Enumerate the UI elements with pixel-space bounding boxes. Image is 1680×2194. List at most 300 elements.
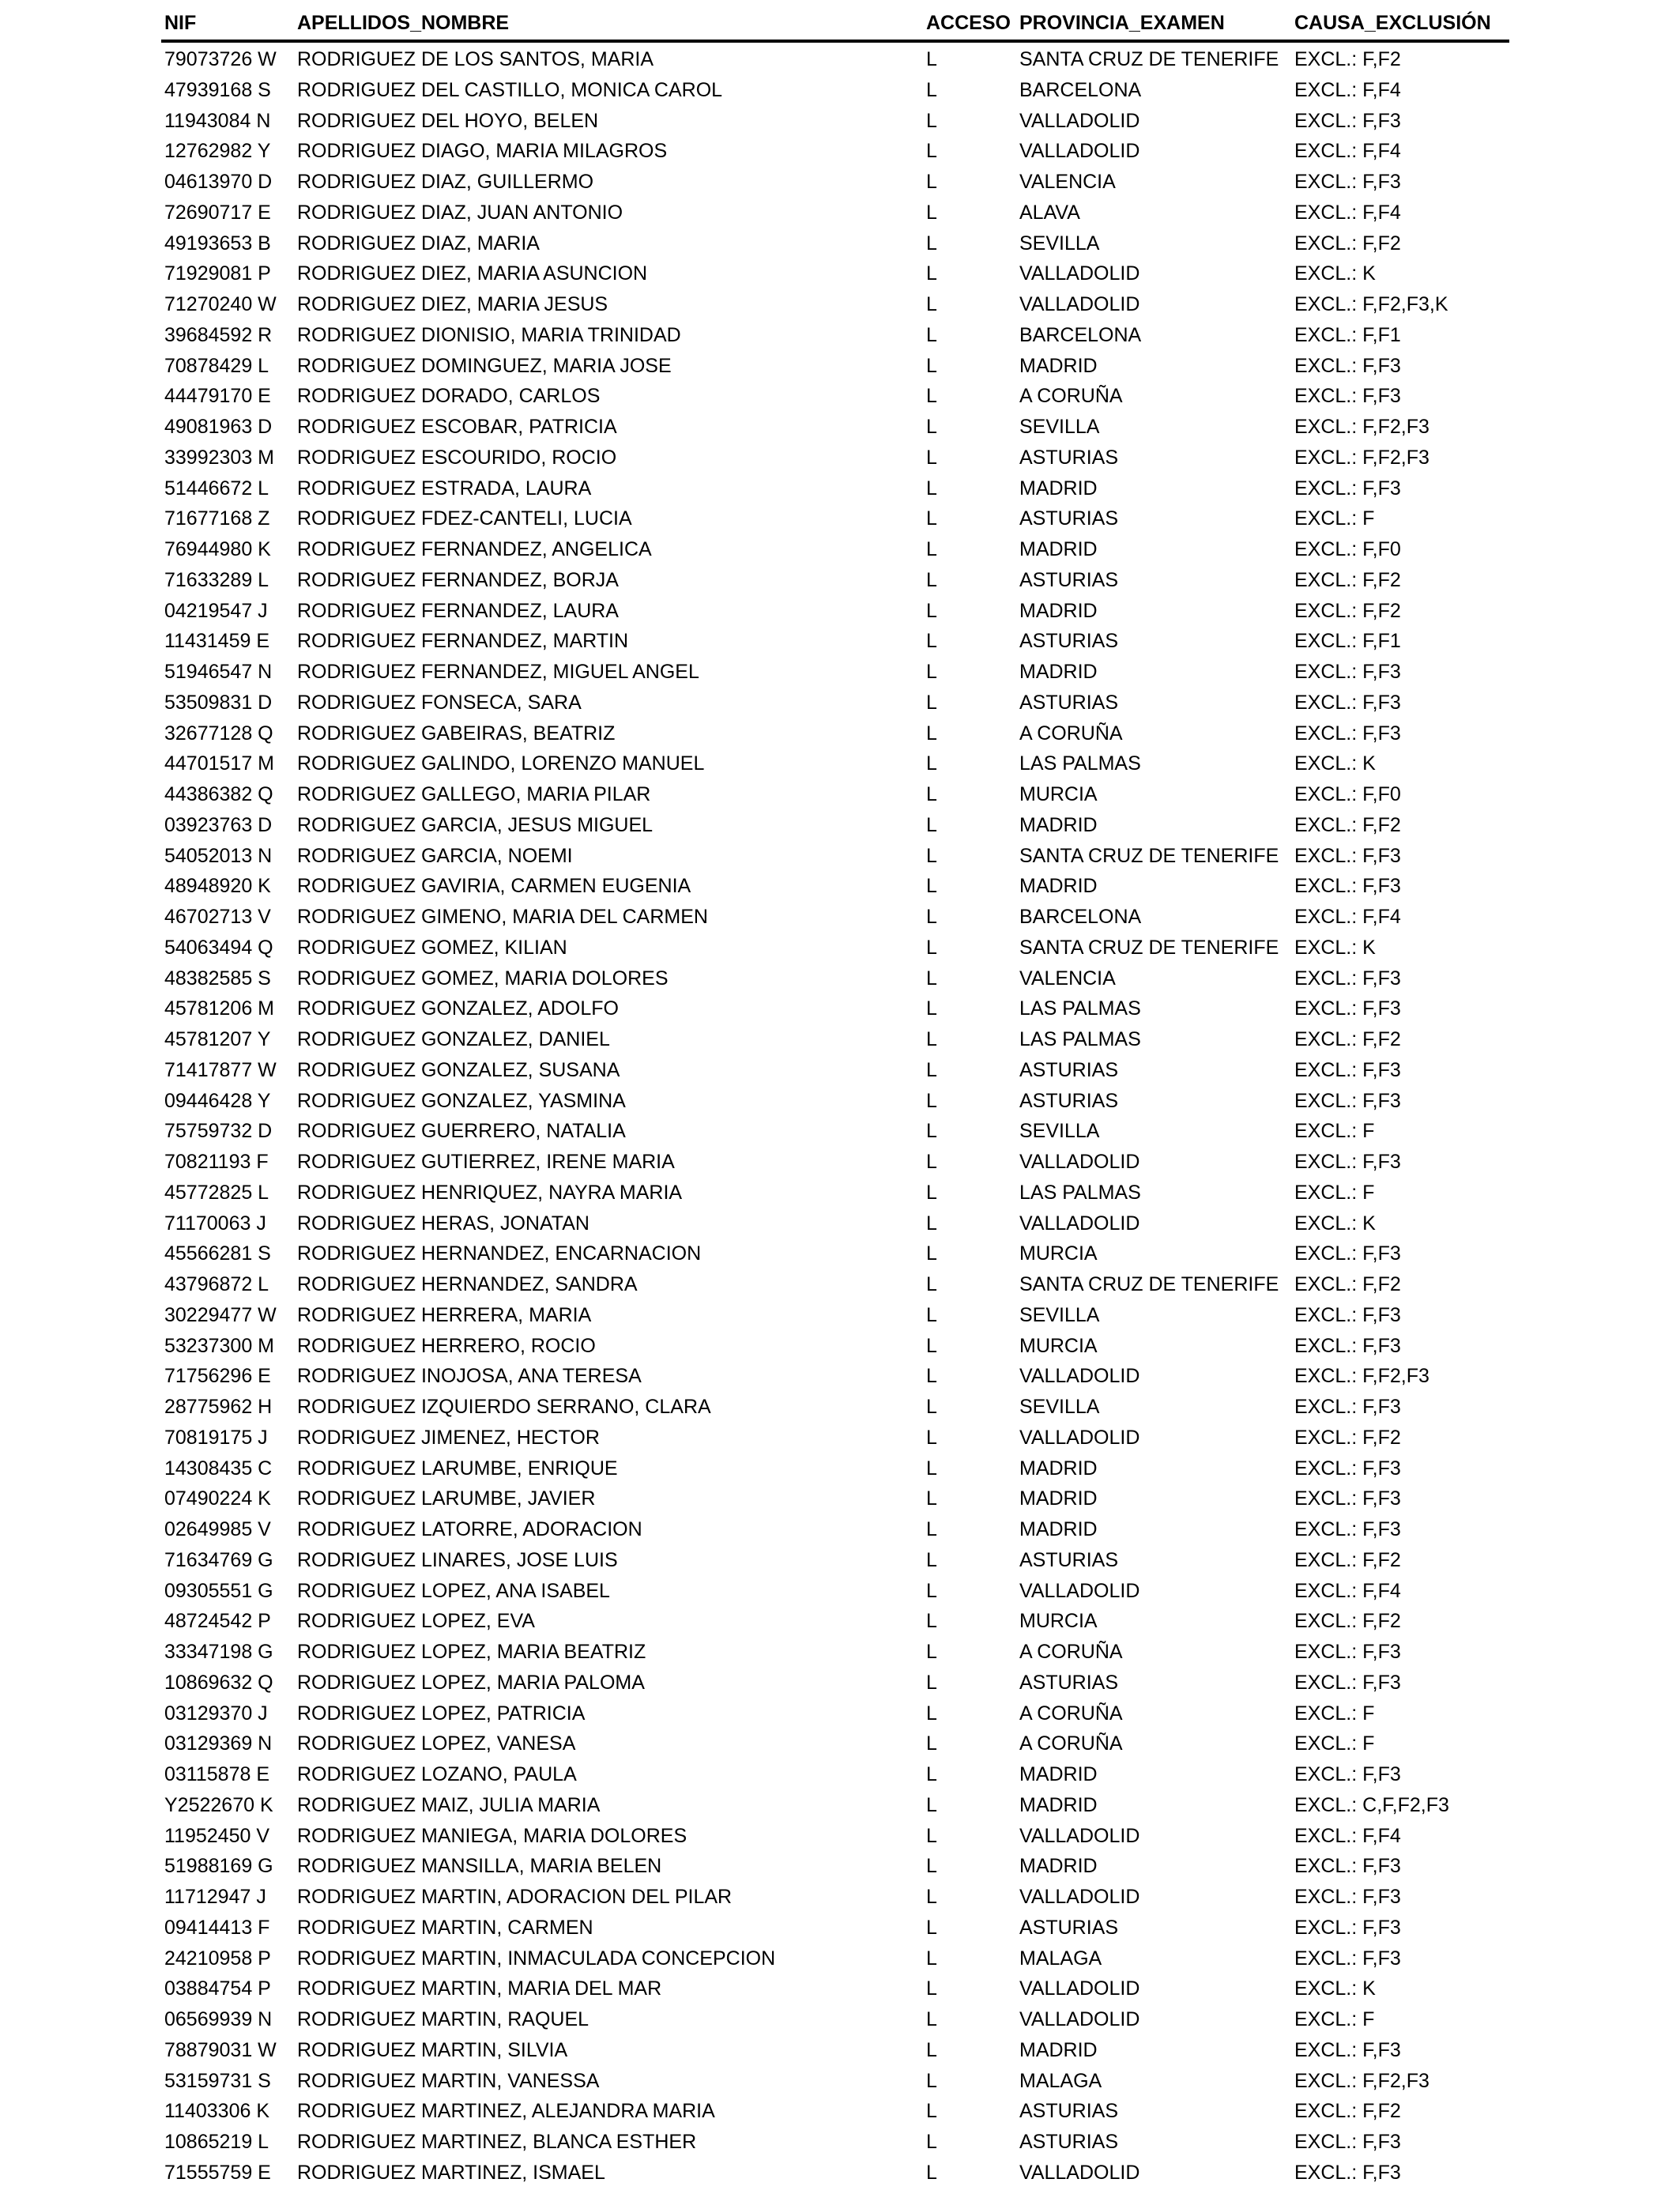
cell-apellidos-nombre: RODRIGUEZ LOPEZ, MARIA PALOMA — [297, 1671, 645, 1694]
cell-apellidos-nombre: RODRIGUEZ LARUMBE, JAVIER — [297, 1487, 596, 1510]
cell-nif: 11431459 E — [164, 630, 269, 653]
cell-provincia-examen: SANTA CRUZ DE TENERIFE — [1019, 844, 1279, 867]
cell-provincia-examen: ASTURIAS — [1019, 568, 1119, 591]
cell-apellidos-nombre: RODRIGUEZ FERNANDEZ, LAURA — [297, 599, 619, 622]
cell-provincia-examen: SANTA CRUZ DE TENERIFE — [1019, 48, 1279, 70]
cell-apellidos-nombre: RODRIGUEZ MARTIN, RAQUEL — [297, 2008, 590, 2030]
cell-provincia-examen: MURCIA — [1019, 1242, 1098, 1265]
cell-acceso: L — [926, 1641, 937, 1663]
cell-provincia-examen: VALLADOLID — [1019, 140, 1140, 163]
cell-acceso: L — [926, 1702, 937, 1725]
cell-apellidos-nombre: RODRIGUEZ HERRERA, MARIA — [297, 1303, 592, 1326]
cell-causa-exclusion: EXCL.: F — [1294, 1120, 1375, 1143]
table-row — [0, 871, 1680, 902]
cell-nif: 45772825 L — [164, 1181, 269, 1204]
cell-provincia-examen: MADRID — [1019, 1457, 1098, 1480]
cell-acceso: L — [926, 171, 937, 193]
cell-nif: 51946547 N — [164, 661, 273, 683]
cell-acceso: L — [926, 201, 937, 224]
cell-causa-exclusion: EXCL.: F,F3 — [1294, 1947, 1401, 1970]
cell-apellidos-nombre: RODRIGUEZ GUTIERREZ, IRENE MARIA — [297, 1151, 675, 1173]
cell-nif: 11952450 V — [164, 1824, 269, 1847]
cell-apellidos-nombre: RODRIGUEZ MARTINEZ, ALEJANDRA MARIA — [297, 2100, 715, 2123]
table-row — [0, 106, 1680, 137]
cell-causa-exclusion: EXCL.: F,F2 — [1294, 599, 1401, 622]
cell-acceso: L — [926, 1977, 937, 2000]
table-row — [0, 258, 1680, 289]
cell-provincia-examen: BARCELONA — [1019, 323, 1142, 346]
cell-nif: 71170063 J — [164, 1212, 266, 1235]
cell-causa-exclusion: EXCL.: F,F2 — [1294, 1028, 1401, 1050]
cell-acceso: L — [926, 722, 937, 745]
cell-causa-exclusion: EXCL.: K — [1294, 936, 1376, 959]
cell-acceso: L — [926, 2161, 937, 2184]
cell-apellidos-nombre: RODRIGUEZ JIMENEZ, HECTOR — [297, 1426, 600, 1449]
table-row — [0, 841, 1680, 872]
cell-provincia-examen: ASTURIAS — [1019, 630, 1119, 653]
cell-nif: 70821193 F — [164, 1151, 269, 1173]
cell-causa-exclusion: EXCL.: F,F3 — [1294, 477, 1401, 499]
cell-causa-exclusion: EXCL.: F,F4 — [1294, 906, 1401, 928]
cell-provincia-examen: LAS PALMAS — [1019, 997, 1141, 1020]
cell-nif: 49193653 B — [164, 232, 271, 254]
cell-nif: 09446428 Y — [164, 1089, 271, 1112]
cell-causa-exclusion: EXCL.: F,F1 — [1294, 323, 1401, 346]
cell-apellidos-nombre: RODRIGUEZ LOPEZ, MARIA BEATRIZ — [297, 1641, 646, 1663]
table-row — [0, 1483, 1680, 1514]
cell-provincia-examen: VALLADOLID — [1019, 1579, 1140, 1602]
cell-acceso: L — [926, 1181, 937, 1204]
cell-causa-exclusion: EXCL.: F,F2 — [1294, 568, 1401, 591]
cell-nif: 03129370 J — [164, 1702, 268, 1725]
cell-nif: 02649985 V — [164, 1518, 271, 1540]
cell-acceso: L — [926, 1303, 937, 1326]
table-row — [0, 1147, 1680, 1178]
cell-nif: 78879031 W — [164, 2038, 277, 2061]
table-row — [0, 810, 1680, 841]
cell-provincia-examen: MADRID — [1019, 661, 1098, 683]
table-row — [0, 228, 1680, 259]
cell-nif: 44701517 M — [164, 752, 275, 775]
cell-apellidos-nombre: RODRIGUEZ DIAGO, MARIA MILAGROS — [297, 140, 668, 163]
cell-provincia-examen: VALENCIA — [1019, 967, 1116, 990]
cell-acceso: L — [926, 1793, 937, 1816]
cell-acceso: L — [926, 1457, 937, 1480]
cell-causa-exclusion: EXCL.: F — [1294, 1702, 1375, 1725]
cell-apellidos-nombre: RODRIGUEZ HERRERO, ROCIO — [297, 1334, 596, 1357]
cell-nif: 71633289 L — [164, 568, 269, 591]
cell-nif: 28775962 H — [164, 1396, 273, 1418]
cell-causa-exclusion: EXCL.: F,F3 — [1294, 722, 1401, 745]
table-row — [0, 381, 1680, 412]
cell-acceso: L — [926, 477, 937, 499]
cell-nif: 03115878 E — [164, 1763, 269, 1785]
cell-causa-exclusion: EXCL.: K — [1294, 1977, 1376, 2000]
table-row — [0, 75, 1680, 106]
cell-provincia-examen: ASTURIAS — [1019, 446, 1119, 469]
header-apellidos-nombre: APELLIDOS_NOMBRE — [297, 12, 510, 34]
cell-provincia-examen: MADRID — [1019, 354, 1098, 377]
cell-provincia-examen: VALENCIA — [1019, 171, 1116, 193]
cell-apellidos-nombre: RODRIGUEZ GONZALEZ, SUSANA — [297, 1058, 620, 1081]
cell-provincia-examen: MURCIA — [1019, 783, 1098, 805]
cell-apellidos-nombre: RODRIGUEZ DIAZ, MARIA — [297, 232, 540, 254]
cell-provincia-examen: LAS PALMAS — [1019, 1028, 1141, 1050]
cell-nif: 12762982 Y — [164, 140, 271, 163]
cell-apellidos-nombre: RODRIGUEZ GIMENO, MARIA DEL CARMEN — [297, 906, 708, 928]
cell-acceso: L — [926, 1273, 937, 1295]
cell-nif: 70819175 J — [164, 1426, 268, 1449]
cell-causa-exclusion: EXCL.: F,F3 — [1294, 1487, 1401, 1510]
cell-nif: 70878429 L — [164, 354, 269, 377]
cell-apellidos-nombre: RODRIGUEZ MARTINEZ, BLANCA ESTHER — [297, 2131, 697, 2153]
cell-causa-exclusion: EXCL.: F,F3 — [1294, 1151, 1401, 1173]
cell-causa-exclusion: EXCL.: F,F3 — [1294, 1763, 1401, 1785]
cell-apellidos-nombre: RODRIGUEZ MARTIN, VANESSA — [297, 2069, 600, 2092]
table-header — [0, 0, 1680, 41]
cell-provincia-examen: MADRID — [1019, 538, 1098, 560]
cell-causa-exclusion: EXCL.: F,F2 — [1294, 813, 1401, 836]
cell-provincia-examen: SEVILLA — [1019, 1120, 1100, 1143]
cell-acceso: L — [926, 446, 937, 469]
cell-apellidos-nombre: RODRIGUEZ DORADO, CARLOS — [297, 385, 601, 408]
table-row — [0, 2127, 1680, 2158]
cell-provincia-examen: ALAVA — [1019, 201, 1080, 224]
cell-acceso: L — [926, 1151, 937, 1173]
cell-acceso: L — [926, 2100, 937, 2123]
cell-acceso: L — [926, 416, 937, 438]
cell-causa-exclusion: EXCL.: F,F3 — [1294, 2161, 1401, 2184]
table-row — [0, 565, 1680, 596]
cell-causa-exclusion: EXCL.: F,F3 — [1294, 1242, 1401, 1265]
cell-causa-exclusion: EXCL.: F,F2 — [1294, 1610, 1401, 1633]
table-row — [0, 1300, 1680, 1331]
cell-provincia-examen: SANTA CRUZ DE TENERIFE — [1019, 1273, 1279, 1295]
cell-causa-exclusion: EXCL.: F,F1 — [1294, 630, 1401, 653]
cell-provincia-examen: A CORUÑA — [1019, 1641, 1123, 1663]
table-body — [0, 44, 1680, 2188]
cell-provincia-examen: VALLADOLID — [1019, 293, 1140, 315]
cell-provincia-examen: ASTURIAS — [1019, 1671, 1119, 1694]
cell-apellidos-nombre: RODRIGUEZ LOZANO, PAULA — [297, 1763, 577, 1785]
cell-acceso: L — [926, 109, 937, 132]
cell-nif: 11403306 K — [164, 2100, 269, 2123]
cell-provincia-examen: MADRID — [1019, 1487, 1098, 1510]
cell-provincia-examen: BARCELONA — [1019, 78, 1142, 101]
cell-nif: 46702713 V — [164, 906, 271, 928]
cell-causa-exclusion: EXCL.: F,F3 — [1294, 109, 1401, 132]
cell-apellidos-nombre: RODRIGUEZ ESCOURIDO, ROCIO — [297, 446, 617, 469]
cell-nif: 03923763 D — [164, 813, 273, 836]
cell-acceso: L — [926, 1947, 937, 1970]
cell-provincia-examen: VALLADOLID — [1019, 1886, 1140, 1908]
cell-acceso: L — [926, 2131, 937, 2153]
cell-acceso: L — [926, 1426, 937, 1449]
table-row — [0, 626, 1680, 657]
cell-nif: 71677168 Z — [164, 507, 270, 530]
cell-apellidos-nombre: RODRIGUEZ INOJOSA, ANA TERESA — [297, 1365, 642, 1388]
cell-acceso: L — [926, 385, 937, 408]
table-row — [0, 44, 1680, 75]
cell-acceso: L — [926, 2069, 937, 2092]
cell-acceso: L — [926, 661, 937, 683]
cell-causa-exclusion: EXCL.: F,F3 — [1294, 1058, 1401, 1081]
cell-apellidos-nombre: RODRIGUEZ MANIEGA, MARIA DOLORES — [297, 1824, 687, 1847]
cell-provincia-examen: VALLADOLID — [1019, 1365, 1140, 1388]
cell-nif: 79073726 W — [164, 48, 277, 70]
cell-causa-exclusion: EXCL.: K — [1294, 752, 1376, 775]
table-row — [0, 1913, 1680, 1943]
cell-apellidos-nombre: RODRIGUEZ FERNANDEZ, ANGELICA — [297, 538, 652, 560]
cell-causa-exclusion: EXCL.: F,F3 — [1294, 997, 1401, 1020]
cell-causa-exclusion: EXCL.: F,F3 — [1294, 1089, 1401, 1112]
header-rule — [161, 40, 1509, 43]
cell-apellidos-nombre: RODRIGUEZ HENRIQUEZ, NAYRA MARIA — [297, 1181, 683, 1204]
cell-provincia-examen: VALLADOLID — [1019, 109, 1140, 132]
cell-causa-exclusion: EXCL.: F — [1294, 1732, 1375, 1755]
cell-causa-exclusion: EXCL.: F,F3 — [1294, 385, 1401, 408]
cell-provincia-examen: VALLADOLID — [1019, 1977, 1140, 2000]
cell-causa-exclusion: EXCL.: F,F3 — [1294, 844, 1401, 867]
cell-nif: 76944980 K — [164, 538, 271, 560]
cell-acceso: L — [926, 599, 937, 622]
cell-apellidos-nombre: RODRIGUEZ LARUMBE, ENRIQUE — [297, 1457, 618, 1480]
cell-causa-exclusion: EXCL.: F,F3 — [1294, 354, 1401, 377]
cell-provincia-examen: ASTURIAS — [1019, 507, 1119, 530]
cell-apellidos-nombre: RODRIGUEZ IZQUIERDO SERRANO, CLARA — [297, 1396, 711, 1418]
cell-causa-exclusion: EXCL.: F,F3 — [1294, 1396, 1401, 1418]
cell-causa-exclusion: EXCL.: F,F4 — [1294, 1824, 1401, 1847]
cell-acceso: L — [926, 538, 937, 560]
cell-apellidos-nombre: RODRIGUEZ HERAS, JONATAN — [297, 1212, 590, 1235]
table-row — [0, 718, 1680, 749]
cell-acceso: L — [926, 936, 937, 959]
cell-apellidos-nombre: RODRIGUEZ DE LOS SANTOS, MARIA — [297, 48, 654, 70]
cell-causa-exclusion: EXCL.: F — [1294, 507, 1375, 530]
cell-apellidos-nombre: RODRIGUEZ GOMEZ, KILIAN — [297, 936, 567, 959]
cell-apellidos-nombre: RODRIGUEZ FERNANDEZ, MARTIN — [297, 630, 628, 653]
cell-causa-exclusion: EXCL.: F,F3 — [1294, 691, 1401, 714]
cell-causa-exclusion: EXCL.: F,F4 — [1294, 201, 1401, 224]
cell-acceso: L — [926, 1610, 937, 1633]
cell-acceso: L — [926, 140, 937, 163]
cell-apellidos-nombre: RODRIGUEZ FERNANDEZ, MIGUEL ANGEL — [297, 661, 699, 683]
cell-nif: 43796872 L — [164, 1273, 269, 1295]
cell-nif: 71929081 P — [164, 262, 271, 285]
cell-nif: 39684592 R — [164, 323, 273, 346]
cell-causa-exclusion: EXCL.: F,F3 — [1294, 661, 1401, 683]
cell-causa-exclusion: EXCL.: F,F3 — [1294, 1916, 1401, 1939]
cell-apellidos-nombre: RODRIGUEZ MARTIN, INMACULADA CONCEPCION — [297, 1947, 776, 1970]
cell-acceso: L — [926, 1058, 937, 1081]
cell-nif: 33992303 M — [164, 446, 275, 469]
cell-nif: 04613970 D — [164, 171, 273, 193]
cell-provincia-examen: VALLADOLID — [1019, 2161, 1140, 2184]
cell-apellidos-nombre: RODRIGUEZ GONZALEZ, ADOLFO — [297, 997, 619, 1020]
cell-nif: 48724542 P — [164, 1610, 271, 1633]
cell-nif: 53159731 S — [164, 2069, 271, 2092]
cell-nif: 11943084 N — [164, 109, 271, 132]
cell-apellidos-nombre: RODRIGUEZ GALINDO, LORENZO MANUEL — [297, 752, 705, 775]
table-row — [0, 1943, 1680, 1974]
table-row — [0, 1668, 1680, 1698]
table-row — [0, 1238, 1680, 1269]
cell-acceso: L — [926, 1579, 937, 1602]
table-row — [0, 443, 1680, 473]
cell-acceso: L — [926, 293, 937, 315]
cell-acceso: L — [926, 1824, 937, 1847]
table-row — [0, 1024, 1680, 1055]
cell-causa-exclusion: EXCL.: F,F4 — [1294, 140, 1401, 163]
cell-causa-exclusion: EXCL.: F,F2 — [1294, 1273, 1401, 1295]
cell-nif: 54063494 Q — [164, 936, 273, 959]
cell-nif: 71417877 W — [164, 1058, 277, 1081]
cell-causa-exclusion: EXCL.: F,F0 — [1294, 783, 1401, 805]
cell-apellidos-nombre: RODRIGUEZ GALLEGO, MARIA PILAR — [297, 783, 651, 805]
cell-apellidos-nombre: RODRIGUEZ MARTIN, MARIA DEL MAR — [297, 1977, 662, 2000]
cell-provincia-examen: MADRID — [1019, 1793, 1098, 1816]
cell-nif: 24210958 P — [164, 1947, 271, 1970]
cell-apellidos-nombre: RODRIGUEZ ESCOBAR, PATRICIA — [297, 416, 617, 438]
table-row — [0, 1728, 1680, 1759]
cell-apellidos-nombre: RODRIGUEZ LATORRE, ADORACION — [297, 1518, 642, 1540]
cell-acceso: L — [926, 48, 937, 70]
header-provincia-examen: PROVINCIA_EXAMEN — [1019, 12, 1225, 34]
cell-provincia-examen: LAS PALMAS — [1019, 752, 1141, 775]
cell-causa-exclusion: EXCL.: F,F2,F3,K — [1294, 293, 1448, 315]
cell-nif: 04219547 J — [164, 599, 268, 622]
cell-causa-exclusion: EXCL.: F,F2,F3 — [1294, 1365, 1430, 1388]
cell-acceso: L — [926, 630, 937, 653]
cell-apellidos-nombre: RODRIGUEZ HERNANDEZ, SANDRA — [297, 1273, 638, 1295]
cell-causa-exclusion: EXCL.: F — [1294, 1181, 1375, 1204]
table-row — [0, 503, 1680, 534]
table-row — [0, 2066, 1680, 2097]
table-row — [0, 1178, 1680, 1208]
cell-apellidos-nombre: RODRIGUEZ DEL CASTILLO, MONICA CAROL — [297, 78, 723, 101]
cell-acceso: L — [926, 1916, 937, 1939]
cell-nif: 06569939 N — [164, 2008, 273, 2030]
cell-apellidos-nombre: RODRIGUEZ FERNANDEZ, BORJA — [297, 568, 619, 591]
cell-causa-exclusion: EXCL.: F,F3 — [1294, 1671, 1401, 1694]
cell-acceso: L — [926, 691, 937, 714]
table-row — [0, 1116, 1680, 1147]
cell-provincia-examen: MADRID — [1019, 1518, 1098, 1540]
table-row — [0, 1055, 1680, 1086]
cell-acceso: L — [926, 1028, 937, 1050]
table-row — [0, 473, 1680, 504]
cell-nif: 71756296 E — [164, 1365, 271, 1388]
cell-apellidos-nombre: RODRIGUEZ GONZALEZ, YASMINA — [297, 1089, 626, 1112]
table-row — [0, 1453, 1680, 1484]
cell-provincia-examen: ASTURIAS — [1019, 2131, 1119, 2153]
cell-apellidos-nombre: RODRIGUEZ DIAZ, JUAN ANTONIO — [297, 201, 623, 224]
cell-causa-exclusion: EXCL.: F,F3 — [1294, 171, 1401, 193]
cell-nif: 07490224 K — [164, 1487, 271, 1510]
cell-provincia-examen: MALAGA — [1019, 1947, 1102, 1970]
cell-acceso: L — [926, 1763, 937, 1785]
cell-apellidos-nombre: RODRIGUEZ GOMEZ, MARIA DOLORES — [297, 967, 669, 990]
cell-acceso: L — [926, 813, 937, 836]
cell-causa-exclusion: EXCL.: F,F3 — [1294, 2038, 1401, 2061]
cell-acceso: L — [926, 1334, 937, 1357]
cell-nif: 75759732 D — [164, 1120, 273, 1143]
cell-causa-exclusion: EXCL.: K — [1294, 1212, 1376, 1235]
cell-provincia-examen: MADRID — [1019, 1763, 1098, 1785]
cell-acceso: L — [926, 783, 937, 805]
cell-apellidos-nombre: RODRIGUEZ LOPEZ, VANESA — [297, 1732, 576, 1755]
table-row — [0, 1208, 1680, 1239]
cell-acceso: L — [926, 1886, 937, 1908]
cell-provincia-examen: VALLADOLID — [1019, 262, 1140, 285]
cell-apellidos-nombre: RODRIGUEZ MARTINEZ, ISMAEL — [297, 2161, 605, 2184]
cell-causa-exclusion: EXCL.: F,F2,F3 — [1294, 416, 1430, 438]
cell-provincia-examen: A CORUÑA — [1019, 1732, 1123, 1755]
cell-nif: 53509831 D — [164, 691, 273, 714]
cell-nif: Y2522670 K — [164, 1793, 273, 1816]
cell-nif: 47939168 S — [164, 78, 271, 101]
cell-causa-exclusion: EXCL.: F — [1294, 2008, 1375, 2030]
cell-nif: 45566281 S — [164, 1242, 271, 1265]
cell-apellidos-nombre: RODRIGUEZ DIAZ, GUILLERMO — [297, 171, 594, 193]
cell-provincia-examen: ASTURIAS — [1019, 1058, 1119, 1081]
cell-apellidos-nombre: RODRIGUEZ GARCIA, JESUS MIGUEL — [297, 813, 654, 836]
cell-nif: 10869632 Q — [164, 1671, 273, 1694]
table-row — [0, 963, 1680, 994]
table-row — [0, 320, 1680, 351]
cell-apellidos-nombre: RODRIGUEZ MAIZ, JULIA MARIA — [297, 1793, 601, 1816]
cell-acceso: L — [926, 997, 937, 1020]
cell-apellidos-nombre: RODRIGUEZ GABEIRAS, BEATRIZ — [297, 722, 616, 745]
cell-nif: 71270240 W — [164, 293, 277, 315]
cell-nif: 51446672 L — [164, 477, 269, 499]
table-row — [0, 198, 1680, 228]
table-row — [0, 1637, 1680, 1668]
cell-causa-exclusion: EXCL.: F,F3 — [1294, 1518, 1401, 1540]
cell-apellidos-nombre: RODRIGUEZ FONSECA, SARA — [297, 691, 582, 714]
cell-provincia-examen: A CORUÑA — [1019, 385, 1123, 408]
cell-acceso: L — [926, 507, 937, 530]
cell-causa-exclusion: EXCL.: F,F2 — [1294, 232, 1401, 254]
cell-apellidos-nombre: RODRIGUEZ DIONISIO, MARIA TRINIDAD — [297, 323, 681, 346]
cell-causa-exclusion: EXCL.: F,F2,F3 — [1294, 2069, 1430, 2092]
table-row — [0, 1086, 1680, 1117]
cell-acceso: L — [926, 1365, 937, 1388]
cell-apellidos-nombre: RODRIGUEZ GONZALEZ, DANIEL — [297, 1028, 610, 1050]
cell-apellidos-nombre: RODRIGUEZ LOPEZ, PATRICIA — [297, 1702, 586, 1725]
cell-apellidos-nombre: RODRIGUEZ GAVIRIA, CARMEN EUGENIA — [297, 875, 691, 898]
cell-acceso: L — [926, 1548, 937, 1571]
cell-acceso: L — [926, 232, 937, 254]
cell-acceso: L — [926, 875, 937, 898]
cell-causa-exclusion: EXCL.: F,F2 — [1294, 1548, 1401, 1571]
cell-nif: 45781207 Y — [164, 1028, 271, 1050]
cell-provincia-examen: VALLADOLID — [1019, 1824, 1140, 1847]
cell-provincia-examen: LAS PALMAS — [1019, 1181, 1141, 1204]
cell-nif: 10865219 L — [164, 2131, 269, 2153]
cell-apellidos-nombre: RODRIGUEZ HERNANDEZ, ENCARNACION — [297, 1242, 702, 1265]
table-row — [0, 748, 1680, 779]
cell-acceso: L — [926, 1732, 937, 1755]
cell-acceso: L — [926, 1671, 937, 1694]
table-row — [0, 534, 1680, 565]
cell-apellidos-nombre: RODRIGUEZ MARTIN, SILVIA — [297, 2038, 568, 2061]
table-row — [0, 1545, 1680, 1576]
cell-nif: 32677128 Q — [164, 722, 273, 745]
cell-provincia-examen: ASTURIAS — [1019, 1916, 1119, 1939]
table-row — [0, 1882, 1680, 1913]
table-row — [0, 1759, 1680, 1790]
